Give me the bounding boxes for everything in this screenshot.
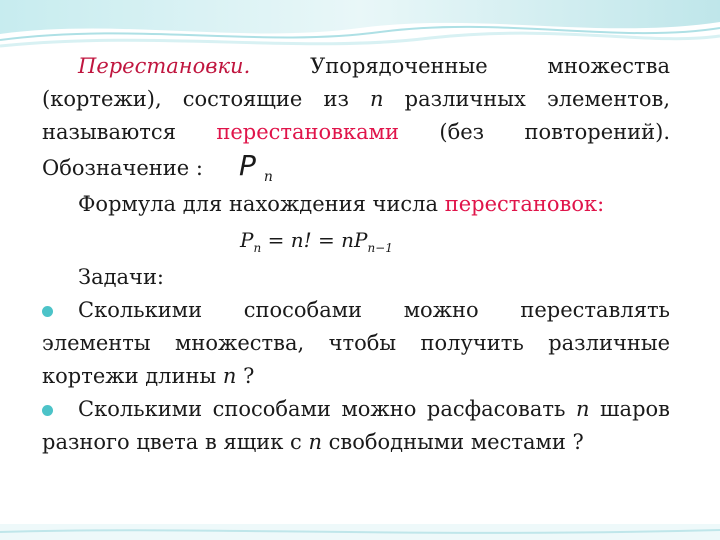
- formula-lhs: P: [240, 228, 254, 252]
- decorative-footer-band: [0, 524, 720, 540]
- notation-n: n: [263, 169, 273, 185]
- notation-p: P: [238, 149, 256, 182]
- formula-rhs: nP: [341, 228, 368, 252]
- task-2-n1: n: [575, 397, 590, 421]
- bullet-icon: [42, 405, 53, 416]
- task-2-text: [42, 393, 670, 459]
- formula-rhs-sub: n−1: [367, 241, 393, 255]
- formula-lhs-sub: n: [253, 241, 262, 255]
- task-2-part-a: Сколькими способами можно расфасовать: [78, 397, 576, 421]
- intro-text-3: (без повторений). Обозначение :: [42, 120, 670, 180]
- task-item-1: [42, 294, 670, 393]
- term-title: Перестановки.: [78, 54, 251, 78]
- task-2-part-c: свободными местами ?: [321, 430, 584, 454]
- term-permutations: перестановками: [216, 120, 399, 144]
- tasks-heading: Задачи:: [78, 265, 165, 289]
- task-1-n: n: [222, 364, 237, 388]
- intro-text-2: различных элементов, называются: [42, 87, 670, 144]
- formula-mid: n!: [290, 228, 312, 252]
- definition-paragraph: [42, 50, 670, 188]
- permutation-formula: [240, 228, 393, 255]
- formula-eq2: =: [317, 228, 335, 252]
- intro-text-1: Упорядоченные множества (кортежи), состоящие из: [42, 54, 670, 111]
- formula-lead-paragraph: [42, 188, 670, 221]
- task-1-part-b: ?: [236, 364, 255, 388]
- task-1-text: [42, 294, 670, 393]
- task-2-part-b: шаров разного цвета в ящик с: [42, 397, 670, 454]
- task-1-part-a: Сколькими способами можно переставлять элементы множества, чтобы получить различные кортежи длины: [42, 298, 670, 388]
- task-2-n2: n: [308, 430, 322, 454]
- task-item-2: [42, 393, 670, 459]
- bullet-icon: [42, 306, 53, 317]
- formula-lead-text: Формула для нахождения числа: [78, 192, 445, 216]
- formula-lead-red: перестановок:: [444, 192, 605, 216]
- n-symbol: n: [370, 87, 384, 111]
- formula-eq1: =: [267, 228, 285, 252]
